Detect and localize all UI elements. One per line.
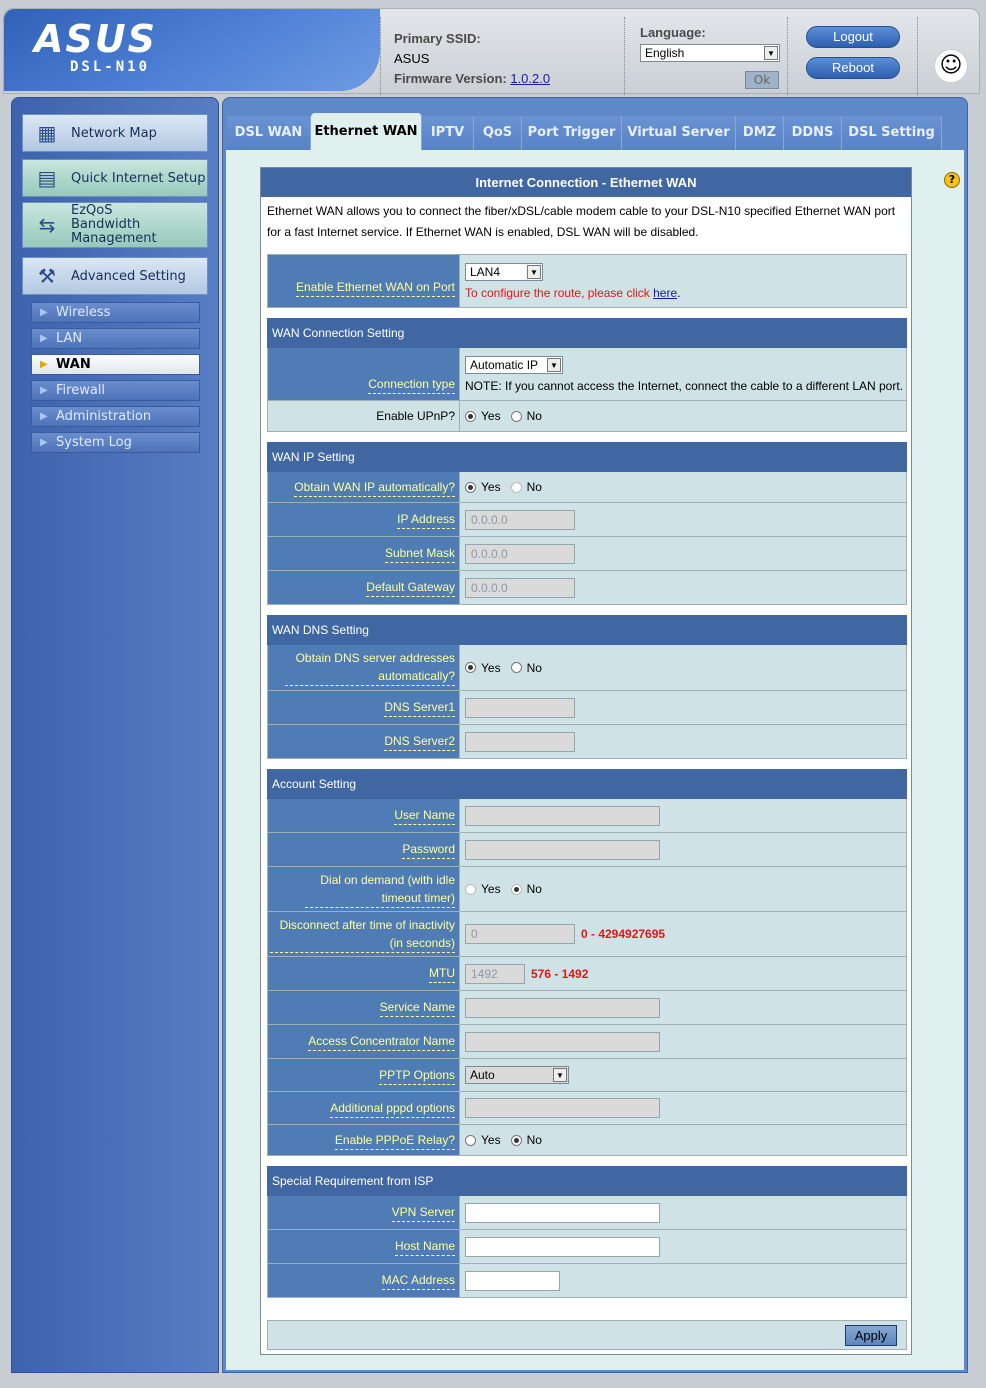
obtain-dns-label: Obtain DNS server addresses automatically?: [285, 649, 455, 686]
section-account: Account Setting: [267, 769, 907, 799]
obtain-ip-row: [267, 472, 907, 503]
pppd-label-cell: [268, 1092, 460, 1124]
host-name-label: Host Name: [395, 1237, 455, 1256]
tab-pane: [226, 150, 964, 1370]
upnp-no-radio[interactable]: [511, 411, 522, 422]
subnet-mask-input[interactable]: 0.0.0.0: [465, 544, 575, 564]
mascot-icon: ☺: [934, 49, 968, 83]
ac-name-label-cell: [268, 1025, 460, 1058]
password-label: Password: [402, 840, 455, 859]
pppoe-relay-label: Enable PPPoE Relay?: [335, 1131, 455, 1150]
disconnect-range: 0 - 4294927695: [581, 927, 666, 941]
connection-note: NOTE: If you cannot access the Internet, connect the cable to a different LAN port.: [465, 378, 904, 393]
subnet-mask-row: [267, 537, 907, 571]
disconnect-label: Disconnect after time of inactivity (in seconds): [270, 916, 455, 953]
route-note-end: .: [677, 285, 681, 300]
language-select[interactable]: [640, 44, 780, 62]
host-name-input[interactable]: [465, 1237, 660, 1257]
connection-type-label: Connection type: [368, 375, 455, 394]
radio-label: No: [526, 660, 542, 675]
mac-address-label-cell: [268, 1264, 460, 1297]
language-block: [640, 25, 780, 62]
dns1-label-cell: [268, 691, 460, 724]
header-divider: [917, 17, 918, 95]
dial-on-demand-row: [267, 867, 907, 912]
ssid-label: Primary SSID:: [394, 31, 481, 46]
service-name-label: Service Name: [380, 998, 455, 1017]
vpn-server-label-cell: [268, 1196, 460, 1229]
chevron-down-icon: ▼: [764, 46, 778, 60]
triangle-right-icon: ▶: [40, 333, 48, 344]
username-label-cell: [268, 799, 460, 832]
vpn-server-row: [267, 1196, 907, 1230]
tab-ethernet-wan[interactable]: Ethernet WAN: [311, 113, 422, 151]
ac-name-row: [267, 1025, 907, 1059]
section-wan-ip: WAN IP Setting: [267, 442, 907, 472]
sidebar-item-label: Firewall: [56, 383, 106, 398]
upnp-row: [267, 401, 907, 432]
sidebar-item-administration[interactable]: [31, 406, 200, 427]
mac-address-value: [465, 1264, 906, 1297]
sidebar-item-advanced-setting[interactable]: [22, 257, 208, 295]
obtain-dns-value: [465, 645, 906, 690]
pptp-row: [267, 1059, 907, 1092]
route-note: [465, 286, 680, 300]
pppd-row: [267, 1092, 907, 1125]
upnp-yes-radio[interactable]: [465, 411, 476, 422]
ac-name-label: Access Concentrator Name: [308, 1032, 455, 1051]
obtain-dns-no-radio[interactable]: [511, 662, 522, 673]
dial-yes-radio[interactable]: [465, 884, 476, 895]
host-name-label-cell: [268, 1230, 460, 1263]
model-name: DSL-N10: [70, 59, 151, 75]
language-ok-button[interactable]: Ok: [745, 71, 779, 89]
host-name-value: [465, 1230, 906, 1263]
wan-port-select[interactable]: [465, 263, 543, 281]
tab-iptv[interactable]: IPTV: [422, 116, 474, 151]
enable-wan-port-label-cell: [268, 255, 460, 307]
sidebar-item-firewall[interactable]: [31, 380, 200, 401]
sidebar-item-label: Network Map: [71, 125, 157, 141]
pptp-value-text: Auto: [470, 1068, 495, 1082]
reboot-button[interactable]: Reboot: [806, 57, 900, 79]
radio-label: Yes: [481, 409, 501, 423]
username-label: User Name: [394, 806, 455, 825]
top-header: [3, 8, 980, 94]
obtain-ip-label-cell: [268, 472, 460, 502]
sidebar-item-wan[interactable]: [31, 354, 200, 375]
sidebar-item-network-map[interactable]: [22, 114, 208, 152]
mtu-range: 576 - 1492: [531, 966, 589, 981]
connection-type-value-text: Automatic IP: [470, 357, 539, 372]
tab-dmz[interactable]: DMZ: [736, 116, 784, 151]
connection-type-label-cell: [268, 348, 460, 400]
radio-label: Yes: [481, 882, 501, 896]
relay-yes-radio[interactable]: [465, 1135, 476, 1146]
section-wan-dns: WAN DNS Setting: [267, 615, 907, 645]
form-description: Ethernet WAN allows you to connect the fiber/xDSL/cable modem cable to your DSL-N10 specified Ethernet WAN port for a fast Internet service. If Ethernet WAN is enabled, DSL WAN will be disabled.: [267, 204, 896, 239]
host-name-row: [267, 1230, 907, 1264]
header-divider: [787, 17, 788, 95]
mtu-input[interactable]: 1492: [465, 964, 525, 984]
tab-dsl-wan[interactable]: DSL WAN: [227, 116, 311, 151]
disconnect-label-cell: [268, 912, 460, 956]
sidebar-item-label: Administration: [56, 409, 152, 424]
ip-address-value: [465, 503, 906, 536]
mtu-value: [465, 957, 906, 990]
section-wan-connection: WAN Connection Setting: [267, 318, 907, 348]
dns1-input[interactable]: [465, 698, 575, 718]
service-name-label-cell: [268, 991, 460, 1024]
firmware-link[interactable]: 1.0.2.0: [510, 71, 551, 86]
dial-on-demand-label: Dial on demand (with idle timeout timer): [305, 871, 455, 908]
apply-bar: [267, 1320, 907, 1350]
sidebar-item-label: Quick Internet Setup: [71, 170, 206, 186]
mac-address-label: MAC Address: [382, 1271, 455, 1290]
route-note-text: To configure the route, please click: [465, 285, 654, 300]
sidebar-item-label: Wireless: [56, 305, 111, 320]
network-icon: ▦: [37, 121, 57, 145]
upnp-value: [465, 401, 906, 431]
enable-wan-port-value: [465, 255, 906, 307]
dns1-value: [465, 691, 906, 724]
enable-wan-port-row: [267, 254, 907, 308]
obtain-dns-yes-radio[interactable]: [465, 662, 476, 673]
settings-form: [260, 167, 912, 1355]
ac-name-value: [465, 1025, 906, 1058]
sidebar-item-label: Advanced Setting: [71, 268, 186, 284]
section-isp: Special Requirement from ISP: [267, 1166, 907, 1196]
relay-no-radio[interactable]: [511, 1135, 522, 1146]
tab-port-trigger[interactable]: Port Trigger: [522, 116, 622, 151]
tab-dsl-setting[interactable]: DSL Setting: [842, 116, 942, 151]
brand-logo: [4, 9, 380, 91]
radio-label: No: [526, 1133, 542, 1147]
mac-address-input[interactable]: [465, 1271, 560, 1291]
disconnect-row: [267, 912, 907, 957]
sidebar-item-wireless[interactable]: [31, 302, 200, 323]
radio-label: No: [526, 480, 542, 494]
system-info: [394, 29, 550, 89]
radio-label: No: [526, 409, 542, 423]
dial-on-demand-label-cell: [268, 867, 460, 911]
disconnect-input[interactable]: 0: [465, 924, 575, 944]
main-content: [222, 97, 968, 1373]
vpn-server-input[interactable]: [465, 1203, 660, 1223]
gateway-input[interactable]: 0.0.0.0: [465, 578, 575, 598]
service-name-input[interactable]: [465, 998, 660, 1018]
help-icon[interactable]: ?: [944, 172, 960, 188]
gateway-label: Default Gateway: [366, 578, 455, 597]
triangle-right-icon: ▶: [40, 411, 48, 422]
mtu-label: MTU: [429, 964, 455, 983]
service-name-value: [465, 991, 906, 1024]
radio-label: Yes: [481, 1133, 501, 1147]
username-input[interactable]: [465, 806, 660, 826]
subnet-mask-label: Subnet Mask: [385, 544, 455, 563]
disconnect-value: [465, 912, 906, 956]
language-value: English: [645, 46, 685, 60]
dns2-input[interactable]: [465, 732, 575, 752]
triangle-right-icon: ▶: [40, 307, 48, 318]
triangle-right-icon: ▶: [40, 385, 48, 396]
chevron-down-icon: ▼: [527, 265, 541, 279]
obtain-ip-value: [465, 472, 906, 502]
header-divider: [380, 17, 381, 95]
pppd-input[interactable]: [465, 1098, 660, 1118]
connection-type-row: [267, 348, 907, 401]
mtu-label-cell: [268, 957, 460, 990]
radio-label: Yes: [481, 480, 501, 494]
sidebar-item-label: System Log: [56, 435, 132, 450]
tab-qos[interactable]: QoS: [474, 116, 522, 151]
route-link[interactable]: here: [653, 285, 678, 300]
password-value: [465, 833, 906, 866]
ip-address-input[interactable]: 0.0.0.0: [465, 510, 575, 530]
pppoe-relay-row: [267, 1125, 907, 1156]
pppoe-relay-value: [465, 1125, 906, 1155]
triangle-right-icon: ▶: [40, 437, 48, 448]
pppd-label: Additional pppd options: [330, 1099, 455, 1118]
chevron-down-icon: ▼: [547, 358, 561, 372]
subnet-mask-value: [465, 537, 906, 570]
password-row: [267, 833, 907, 867]
dial-on-demand-value: [465, 867, 906, 911]
connection-type-select[interactable]: [465, 356, 563, 374]
upnp-label-cell: [268, 401, 460, 431]
obtain-dns-label-cell: [268, 645, 460, 690]
sidebar-item-lan[interactable]: [31, 328, 200, 349]
dns2-label-cell: [268, 725, 460, 758]
tab-virtual-server[interactable]: Virtual Server: [622, 116, 736, 151]
brand-name: ASUS: [34, 17, 158, 61]
ip-address-label: IP Address: [397, 510, 455, 529]
triangle-right-icon: ▶: [40, 359, 48, 370]
header-divider: [624, 17, 625, 95]
dns1-label: DNS Server1: [384, 698, 455, 717]
username-value: [465, 799, 906, 832]
apply-button[interactable]: Apply: [845, 1325, 897, 1346]
sidebar-item-label: WAN: [56, 357, 91, 372]
qos-icon: ⇆: [38, 213, 56, 237]
logout-button[interactable]: Logout: [806, 26, 900, 48]
dns1-row: [267, 691, 907, 725]
wan-port-value: LAN4: [470, 264, 501, 279]
obtain-ip-yes-radio[interactable]: [465, 482, 476, 493]
tools-icon: ⚒: [38, 264, 56, 288]
mac-address-row: [267, 1264, 907, 1298]
gateway-value: [465, 571, 906, 604]
enable-wan-port-label: Enable Ethernet WAN on Port: [296, 278, 455, 297]
username-row: [267, 799, 907, 833]
ac-name-input[interactable]: [465, 1032, 660, 1052]
dns2-row: [267, 725, 907, 759]
chevron-down-icon: ▼: [553, 1068, 567, 1082]
radio-label: Yes: [481, 660, 501, 675]
language-label: Language:: [640, 25, 706, 40]
ip-address-label-cell: [268, 503, 460, 536]
subnet-mask-label-cell: [268, 537, 460, 570]
upnp-label: Enable UPnP?: [376, 409, 455, 423]
dns2-label: DNS Server2: [384, 732, 455, 751]
obtain-ip-label: Obtain WAN IP automatically?: [294, 478, 455, 497]
ip-address-row: [267, 503, 907, 537]
pptp-select[interactable]: [465, 1066, 569, 1084]
vpn-server-label: VPN Server: [392, 1203, 455, 1222]
sidebar-item-system-log[interactable]: [31, 432, 200, 453]
dns2-value: [465, 725, 906, 758]
firmware-label: Firmware Version:: [394, 71, 507, 86]
password-label-cell: [268, 833, 460, 866]
obtain-ip-no-radio[interactable]: [511, 482, 522, 493]
service-name-row: [267, 991, 907, 1025]
password-input[interactable]: [465, 840, 660, 860]
sidebar: [11, 97, 219, 1373]
radio-label: No: [526, 882, 542, 896]
router-icon: ▤: [37, 166, 57, 190]
form-title: Internet Connection - Ethernet WAN: [261, 168, 911, 197]
dial-no-radio[interactable]: [511, 884, 522, 895]
obtain-dns-row: [267, 645, 907, 691]
vpn-server-value: [465, 1196, 906, 1229]
gateway-row: [267, 571, 907, 605]
gateway-label-cell: [268, 571, 460, 604]
pppoe-relay-label-cell: [268, 1125, 460, 1155]
sidebar-item-ezqos[interactable]: [22, 202, 208, 248]
sidebar-item-label: EzQoS Bandwidth Management: [71, 203, 157, 246]
pppd-value: [465, 1092, 906, 1124]
pptp-label: PPTP Options: [379, 1066, 455, 1085]
tab-ddns[interactable]: DDNS: [784, 116, 842, 151]
mtu-row: [267, 957, 907, 991]
pptp-label-cell: [268, 1059, 460, 1091]
ssid-value: ASUS: [394, 51, 430, 66]
sidebar-item-label: LAN: [56, 331, 83, 346]
sidebar-item-quick-internet-setup[interactable]: [22, 159, 208, 197]
pptp-value: [465, 1059, 906, 1091]
connection-type-value: [465, 348, 906, 400]
